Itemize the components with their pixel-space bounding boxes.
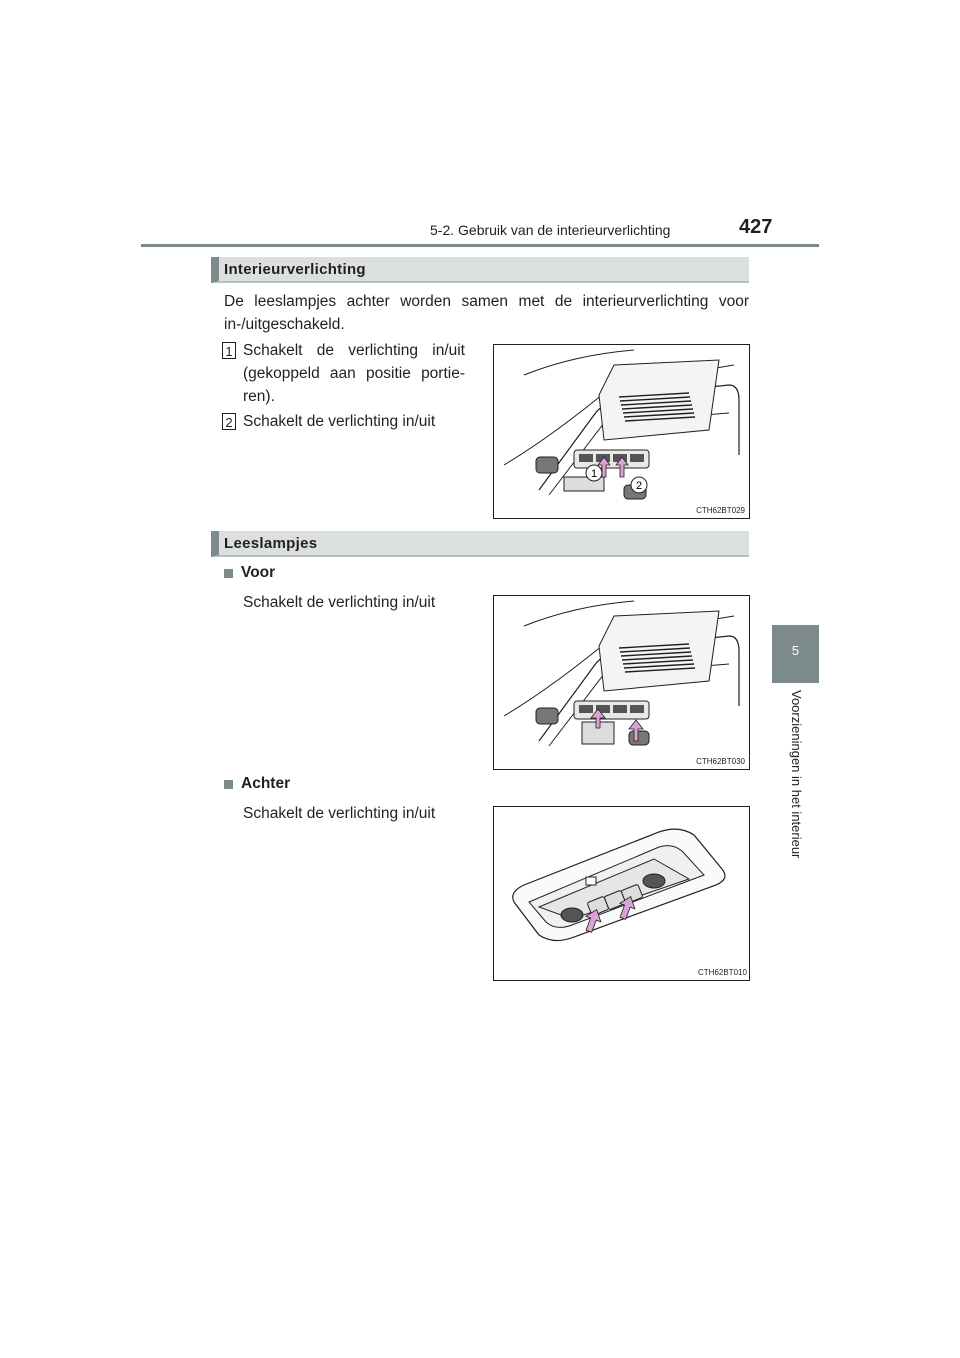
chapter-title: Voorzieningen in het interieur <box>789 690 804 859</box>
figure-rear-reading-lights <box>493 806 750 981</box>
chapter-number: 5 <box>791 643 800 658</box>
front-light-text: Schakelt de verlichting in/uit <box>243 594 436 611</box>
figure-overhead-console-front <box>493 595 750 770</box>
figure-code: CTH62BT010 <box>698 968 747 977</box>
header-divider <box>141 244 819 247</box>
figure-overhead-console-1 <box>493 344 750 519</box>
subheading-achter: Achter <box>241 775 291 792</box>
section-heading-leeslampjes: Leeslampjes <box>224 535 318 552</box>
rear-light-text: Schakelt de verlichting in/uit <box>243 805 436 822</box>
figure-callout-1: 1 <box>590 468 598 480</box>
figure-callout-2: 2 <box>635 480 643 492</box>
header-section-title: 5-2. Gebruik van de interieurverlichting <box>430 222 671 238</box>
overhead-console-illustration <box>494 345 749 518</box>
bullet-square-icon <box>224 780 233 789</box>
figure-code: CTH62BT029 <box>696 506 745 515</box>
item-number-2: 2 <box>222 413 236 430</box>
item-text-1: Schakelt de verlichting in/uit (gekoppeld aan positie portie-ren). <box>243 342 465 405</box>
subheading-voor: Voor <box>241 564 276 581</box>
front-console-illustration <box>494 596 749 769</box>
intro-paragraph: De leeslampjes achter worden samen met de interieurverlichting voor in-/uitgeschakeld. <box>224 293 749 333</box>
item-number-1: 1 <box>222 342 236 359</box>
figure-code: CTH62BT030 <box>696 757 745 766</box>
rear-console-illustration <box>494 807 749 980</box>
page-number: 427 <box>739 216 773 238</box>
bullet-square-icon <box>224 569 233 578</box>
item-text-2: Schakelt de verlichting in/uit <box>243 413 436 430</box>
section-heading-interieurverlichting: Interieurverlichting <box>224 261 366 278</box>
